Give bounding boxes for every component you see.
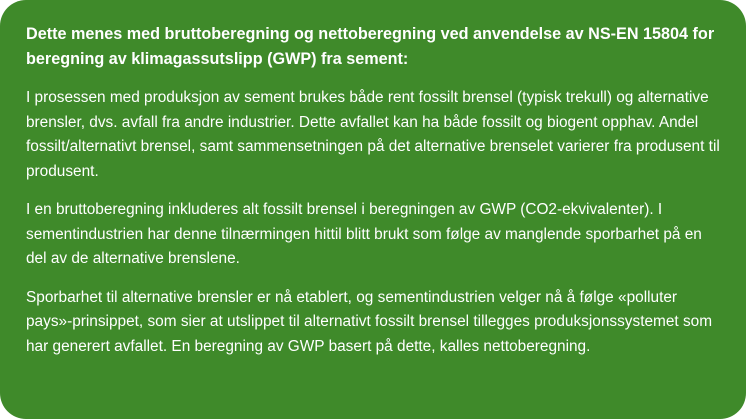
paragraph-process: I prosessen med produksjon av sement brukes både rent fossilt brensel (typisk trekull) og alternative brensler, dvs. avfall fra andre industrier. Dette avfallet kan ha både fossilt og biogent opphav. Andel fossilt/alternativt brensel, samt sammensetningen på det alternative brenselet varierer fra produsent til produsent. bbox=[26, 89, 720, 180]
paragraph-gross-calculation: I en bruttoberegning inkluderes alt fossilt brensel i beregningen av GWP (CO2-ekvivalenter). I sementindustrien har denne tilnærmingen hittil blitt brukt som følge av manglende sporbarhet på en del av de alternative brenslene. bbox=[26, 201, 702, 267]
paragraph-net-calculation: Sporbarhet til alternative brensler er nå etablert, og sementindustrien velger nå å følge «polluter pays»-prinsippet, som sier at utslippet til alternativt fossilt brensel tillegges produksjonssystemet som har generert avfallet. En beregning av GWP basert på dette, kalles nettoberegning. bbox=[26, 288, 713, 355]
info-box-heading: Dette menes med bruttoberegning og nettoberegning ved anvendelse av NS-EN 15804 for beregning av klimagassutslipp (GWP) fra sement: bbox=[26, 25, 715, 68]
